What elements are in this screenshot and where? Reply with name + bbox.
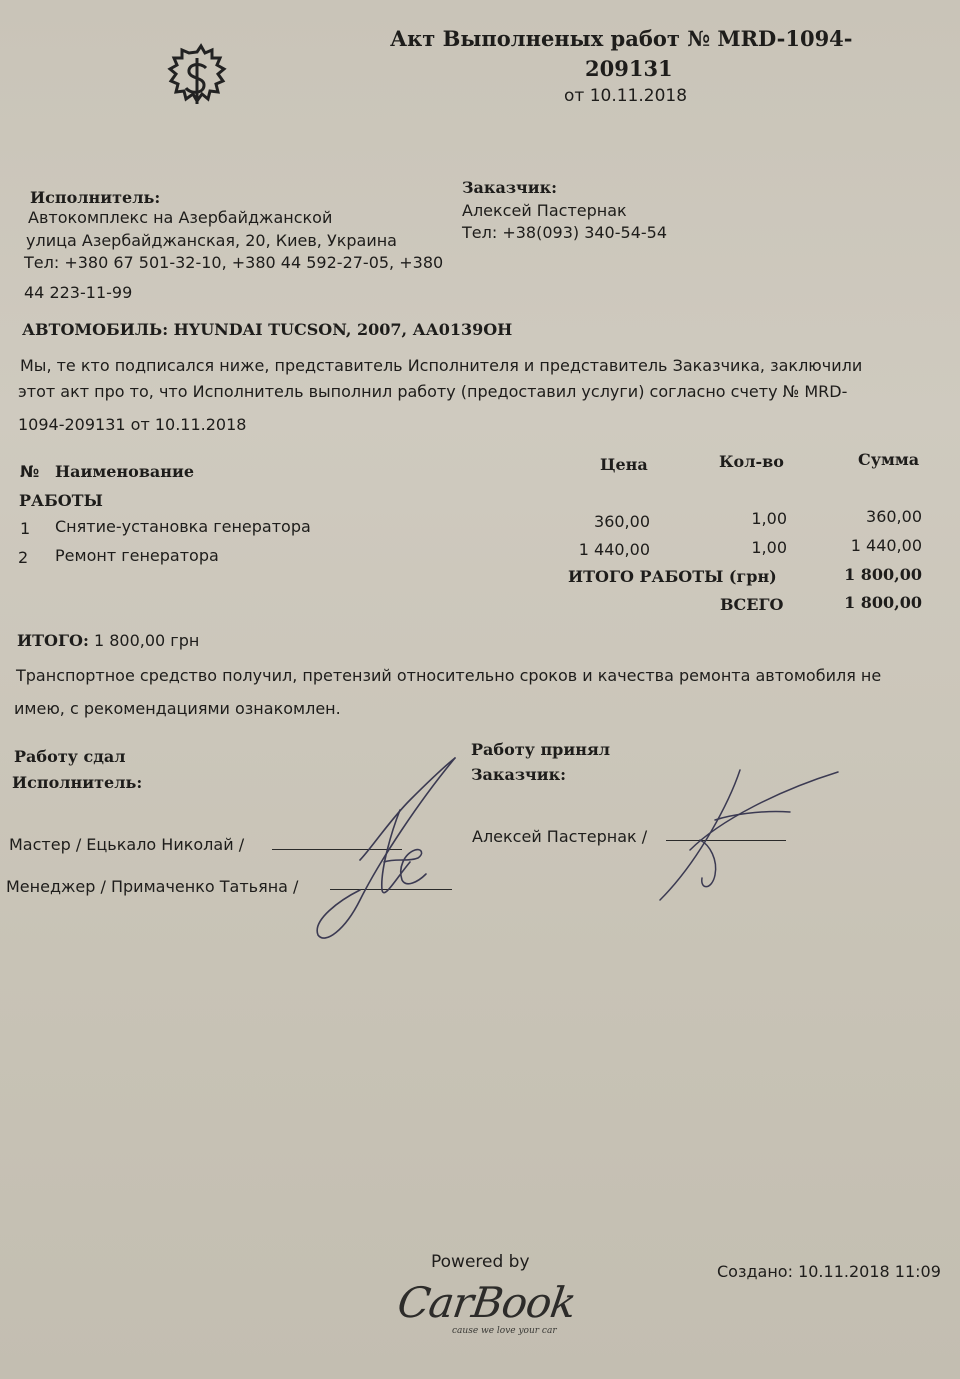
sign-customer: Алексей Пастернак / xyxy=(472,827,648,846)
sign-right-title-1: Работу принял xyxy=(471,740,611,759)
sign-right-title-2: Заказчик: xyxy=(471,765,567,784)
company-logo-icon xyxy=(160,44,234,116)
total-label: ВСЕГО xyxy=(720,595,784,614)
document-date: от 10.11.2018 xyxy=(564,86,688,106)
document-title: Акт Выполненых работ № MRD-1094- xyxy=(390,26,853,51)
section-works: РАБОТЫ xyxy=(19,491,103,510)
intro-line-2: этот акт про то, что Исполнитель выполнил работу (предоставил услуги) согласно счету № MRD- xyxy=(18,382,848,401)
col-header-no: № xyxy=(20,462,40,481)
document-number: 209131 xyxy=(585,56,673,81)
executor-phones: Тел: +380 67 501-32-10, +380 44 592-27-05, +380 xyxy=(24,253,444,272)
total-value: 1 800,00 xyxy=(844,593,922,612)
sign-left-title-2: Исполнитель: xyxy=(12,773,143,792)
table-row-1-name: Снятие-установка генератора xyxy=(55,517,311,536)
col-header-name: Наименование xyxy=(55,462,195,481)
executor-name: Автокомплекс на Азербайджанской xyxy=(28,208,333,227)
customer-signature-icon xyxy=(640,760,850,920)
carbook-tagline: cause we love your car xyxy=(452,1326,557,1336)
col-header-sum: Сумма xyxy=(858,450,920,469)
sign-left-title-1: Работу сдал xyxy=(14,747,126,766)
table-row-2-no: 2 xyxy=(18,548,29,567)
grand-total-label: ИТОГО: xyxy=(17,631,89,650)
executor-signature-icon xyxy=(300,750,470,950)
created-timestamp: Создано: 10.11.2018 11:09 xyxy=(717,1262,941,1281)
customer-name: Алексей Пастернак xyxy=(462,201,627,220)
car-info: АВТОМОБИЛЬ: HYUNDAI TUCSON, 2007, АА0139ОН xyxy=(22,320,513,339)
table-row-1-no: 1 xyxy=(20,519,31,538)
executor-label: Исполнитель: xyxy=(30,188,161,207)
intro-line-3: 1094-209131 от 10.11.2018 xyxy=(18,415,247,434)
executor-phones-cont: 44 223-11-99 xyxy=(24,283,133,302)
intro-line-1: Мы, те кто подписался ниже, представитель Исполнителя и представитель Заказчика, заключили xyxy=(20,356,863,375)
table-row-1-price: 360,00 xyxy=(594,512,650,531)
note-line-1: Транспортное средство получил, претензий относительно сроков и качества ремонта автомобиля не xyxy=(16,666,882,685)
grand-total-value: 1 800,00 грн xyxy=(93,631,200,650)
note-line-2: имею, с рекомендациями ознакомлен. xyxy=(14,699,341,718)
table-row-1-sum: 360,00 xyxy=(866,507,922,526)
powered-by: Powered by xyxy=(431,1252,530,1272)
customer-label: Заказчик: xyxy=(462,178,558,197)
col-header-qty: Кол-во xyxy=(719,452,784,471)
subtotal-label: ИТОГО РАБОТЫ (грн) xyxy=(568,567,777,586)
table-row-2-price: 1 440,00 xyxy=(578,540,650,559)
table-row-2-qty: 1,00 xyxy=(751,538,787,557)
grand-total xyxy=(17,631,199,650)
carbook-logo: CarBook xyxy=(394,1278,579,1327)
table-row-2-name: Ремонт генератора xyxy=(55,546,219,565)
executor-address: улица Азербайджанская, 20, Киев, Украина xyxy=(26,231,397,250)
sign-master: Мастер / Ецькало Николай / xyxy=(9,835,245,854)
sign-manager: Менеджер / Примаченко Татьяна / xyxy=(6,877,299,896)
table-row-2-sum: 1 440,00 xyxy=(850,536,922,555)
customer-phone: Тел: +38(093) 340-54-54 xyxy=(462,223,667,242)
table-row-1-qty: 1,00 xyxy=(751,509,787,528)
subtotal-value: 1 800,00 xyxy=(844,565,922,584)
col-header-price: Цена xyxy=(600,455,648,474)
